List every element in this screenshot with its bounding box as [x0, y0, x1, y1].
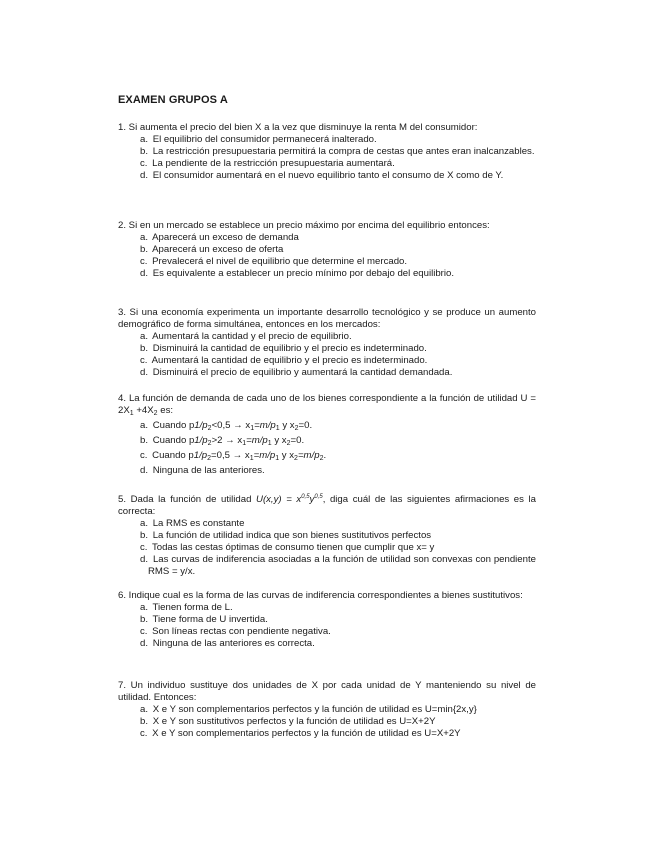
question-2-option-d: d. Es equivalente a establecer un precio mínimo por debajo del equilibrio. — [140, 268, 455, 279]
question-3-option-d: d. Disminuirá el precio de equilibrio y aumentará la cantidad demandada. — [140, 367, 453, 378]
question-2-option-c: c. Prevalecerá el nivel de equilibrio que determine el mercado. — [140, 256, 408, 267]
question-1-option-c: c. La pendiente de la restricción presupuestaria aumentará. — [140, 158, 395, 169]
question-4-option-b: b. Cuando $p1/p_2>2 \to x_1=m/p_1$ y $x_2=0$. — [140, 435, 305, 447]
question-6 — [118, 590, 536, 650]
question-4-option-a: a. Cuando $p1/p_2<0,5 \to x_1=m/p_1$ y $x_2=0$. — [140, 420, 313, 432]
question-5-option-d: d. Las curvas de indiferencia asociadas a la función de utilidad son convexas con pendiente RMS = y/x. — [140, 554, 536, 577]
question-3-option-c: c. Aumentará la cantidad de equilibrio y el precio es indeterminado. — [140, 355, 428, 366]
question-7-option-c: c. X e Y son complementarios perfectos y la función de utilidad es U=X+2Y — [140, 728, 461, 739]
question-2-option-b: b. Aparecerá un exceso de oferta — [140, 244, 284, 255]
question-2-option-a: a. Aparecerá un exceso de demanda — [140, 232, 299, 243]
question-6-option-b: b. Tiene forma de U invertida. — [140, 614, 268, 625]
exam-title: EXAMEN GRUPOS A — [118, 94, 228, 106]
question-5-option-c: c. Todas las cestas óptimas de consumo tienen que cumplir que x= y — [140, 542, 435, 553]
question-4-option-c: c. Cuando $p1/p_2=0,5 \to x_1=m/p_1$ y $x_2=m/p_2$. — [140, 450, 327, 462]
question-7-option-b: b. X e Y son sustitutivos perfectos y la función de utilidad es U=X+2Y — [140, 716, 436, 727]
question-1-option-b: b. La restricción presupuestaria permitirá la compra de cestas que antes eran inalcanzables. — [140, 146, 535, 157]
question-3-option-b: b. Disminuirá la cantidad de equilibrio y el precio es indeterminado. — [140, 343, 427, 354]
question-3-stem: 3. Si una economía experimenta un importante desarrollo tecnológico y se produce un aumento demográfico de forma simultánea, entonces en los mercados: — [118, 307, 536, 330]
utility-function-formula: $U(x,y) = x^{0,5}y^{0,5}$ — [256, 494, 323, 505]
question-7-stem: 7. Un individuo sustituye dos unidades de X por cada unidad de Y manteniendo su nivel de utilidad. Entonces: — [118, 680, 536, 703]
question-6-stem: 6. Indique cual es la forma de las curvas de indiferencia correspondientes a bienes sustitutivos: — [118, 590, 523, 601]
question-3-option-a: a. Aumentará la cantidad y el precio de equilibrio. — [140, 331, 352, 342]
question-6-option-c: c. Son líneas rectas con pendiente negativa. — [140, 626, 331, 637]
question-5-option-a: a. La RMS es constante — [140, 518, 245, 529]
question-7 — [118, 680, 536, 740]
question-6-option-a: a. Tienen forma de L. — [140, 602, 233, 613]
question-2-stem: 2. Si en un mercado se establece un precio máximo por encima del equilibrio entonces: — [118, 220, 490, 231]
question-1 — [118, 122, 536, 182]
question-1-option-a: a. El equilibrio del consumidor permanecerá inalterado. — [140, 134, 377, 145]
question-1-option-d: d. El consumidor aumentará en el nuevo equilibrio tanto el consumo de X como de Y. — [140, 170, 504, 181]
question-2 — [118, 220, 536, 280]
question-6-option-d: d. Ninguna de las anteriores es correcta. — [140, 638, 315, 649]
question-3 — [118, 307, 536, 379]
question-4 — [118, 393, 536, 477]
question-5 — [118, 491, 536, 578]
question-4-option-d: d. Ninguna de las anteriores. — [140, 465, 265, 476]
question-4-stem: 4. La función de demanda de cada uno de los bienes correspondiente a la función de utilidad $U = 2X_1 +4X_2$ es: — [118, 393, 536, 417]
question-7-option-a: a. X e Y son complementarios perfectos y la función de utilidad es U=min{2x,y} — [140, 704, 477, 715]
question-5-stem: 5. Dada la función de utilidad $U(x,y) = x^{0,5}y^{0,5}$, diga cuál de las siguientes afirmaciones es la correcta: — [118, 494, 537, 517]
question-5-option-b: b. La función de utilidad indica que son bienes sustitutivos perfectos — [140, 530, 432, 541]
question-1-stem: 1. Si aumenta el precio del bien X a la vez que disminuye la renta M del consumidor: — [118, 122, 478, 133]
